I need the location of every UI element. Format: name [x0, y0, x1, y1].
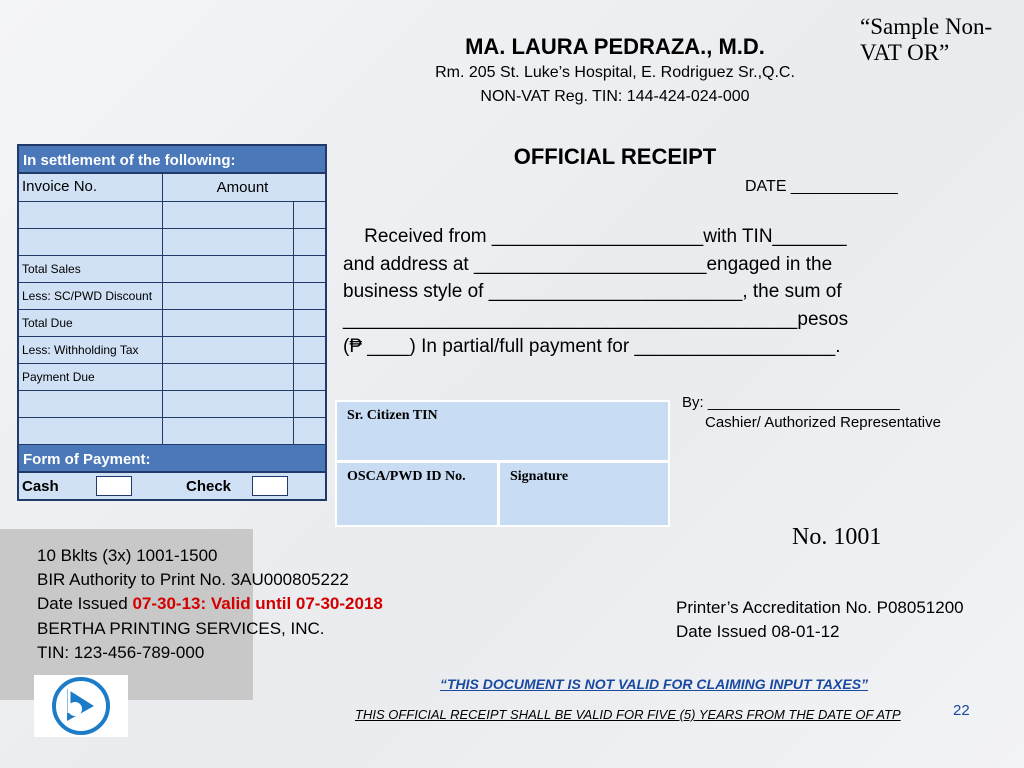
receipt-line-3: business style of ________________________, the sum of — [343, 281, 842, 302]
date-issued-line — [37, 592, 383, 616]
printer-logo — [34, 675, 128, 737]
accreditation-number: Printer’s Accreditation No. P08051200 — [676, 598, 964, 617]
sample-note: “Sample Non-VAT OR” — [860, 14, 993, 65]
receipt-title: OFFICIAL RECEIPT — [513, 144, 717, 169]
doctor-tin: NON-VAT Reg. TIN: 144-424-024-000 — [480, 88, 750, 105]
table-row — [19, 418, 325, 445]
settlement-table — [17, 144, 327, 501]
date-issued-label: Date Issued — [37, 594, 133, 614]
printer-company: BERTHA PRINTING SERVICES, INC. — [37, 618, 325, 638]
printer-tin: TIN: 123-456-789-000 — [37, 642, 205, 662]
receipt-line-2: and address at ______________________engaged in the — [343, 253, 833, 275]
not-valid-notice: “THIS DOCUMENT IS NOT VALID FOR CLAIMING INPUT TAXES” — [440, 676, 869, 692]
table-row — [19, 256, 325, 283]
row-label: Total Sales — [19, 256, 163, 282]
osca-pwd-cell: OSCA/PWD ID No. — [337, 463, 500, 525]
receipt-body — [343, 223, 958, 361]
settlement-title: In settlement of the following: — [19, 146, 325, 174]
table-row — [19, 337, 325, 364]
table-row — [19, 364, 325, 391]
row-label: Payment Due — [19, 364, 163, 390]
check-label: Check — [186, 477, 232, 495]
cashier-label: Cashier/ Authorized Representative — [705, 414, 941, 431]
row-label: Less: SC/PWD Discount — [19, 283, 163, 309]
id-table — [335, 400, 670, 527]
booklets-text: 10 Bklts (3x) 1001-1500 — [37, 546, 218, 565]
page-number: 22 — [953, 702, 970, 719]
table-row — [19, 391, 325, 418]
receipt-number: No. 1001 — [792, 524, 882, 550]
form-of-payment-title: Form of Payment: — [19, 445, 325, 473]
authority-text: BIR Authority to Print No. 3AU000805222 — [37, 570, 349, 590]
printing-services-logo-icon — [34, 675, 128, 737]
row-label: Total Due — [19, 310, 163, 336]
date-field: DATE ____________ — [745, 178, 898, 195]
row-label — [19, 229, 163, 255]
payment-row — [19, 473, 325, 499]
doctor-address: Rm. 205 St. Luke’s Hospital, E. Rodriguez Sr.,Q.C. — [435, 64, 795, 81]
check-checkbox[interactable] — [252, 476, 288, 496]
accreditation-date: Date Issued 08-01-12 — [676, 622, 840, 641]
table-row — [19, 310, 325, 337]
by-line: By: _______________________ — [682, 394, 900, 411]
accreditation-info — [676, 596, 964, 644]
validity-notice: THIS OFFICIAL RECEIPT SHALL BE VALID FOR FIVE (5) YEARS FROM THE DATE OF ATP — [355, 707, 901, 722]
receipt-line-4: ___________________________________________pesos — [343, 308, 849, 330]
amount-column-header: Amount — [216, 179, 269, 196]
table-row — [19, 229, 325, 256]
signature-cell: Signature — [500, 463, 668, 525]
row-label — [19, 202, 163, 228]
cash-checkbox[interactable] — [96, 476, 132, 496]
row-label: Less: Withholding Tax — [19, 337, 163, 363]
cash-label: Cash — [22, 477, 59, 495]
receipt-line-1: Received from ____________________with TIN_______ — [343, 226, 847, 247]
table-row — [19, 283, 325, 310]
date-issued-value: 07-30-13: Valid until 07-30-2018 — [132, 594, 383, 614]
printer-info — [37, 544, 383, 665]
senior-tin-cell: Sr. Citizen TIN — [337, 402, 668, 463]
invoice-column-header: Invoice No. — [19, 174, 163, 201]
row-label — [19, 418, 163, 444]
table-row — [19, 202, 325, 229]
row-label — [19, 391, 163, 417]
doctor-name: MA. LAURA PEDRAZA., M.D. — [465, 34, 765, 59]
settlement-header-row — [19, 174, 325, 202]
receipt-line-5: (₱ ____) In partial/full payment for ___________________. — [343, 336, 841, 357]
